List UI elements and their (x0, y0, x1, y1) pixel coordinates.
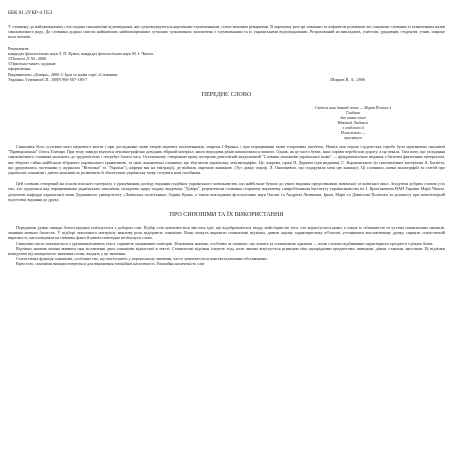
copyright-line: ©Оригінал-макет, художнє (8, 61, 56, 67)
epigraph-line: Полюжною — (340, 130, 366, 136)
copyright-line: оформлення. (8, 66, 31, 72)
section-paragraph: Відтінки значень можна виявити при зіставленні двох синонімів відчастної в тексті. Семантичні відтінки існують тоді, коли звична візуітується різницею між однорідними предметами, явищами, діями, станами, якостями. Ці відтінки невиділені від конкретного значення слова, входять у це значення. (8, 245, 445, 257)
copyright-line: ©Полюга Л. М., 2006 (8, 56, 47, 62)
bbk-code: ББК 81.2УКР-4 П53 (8, 10, 53, 16)
reviewer-line: кандидат філологічних наук З. П. Куньч, кандидат філологічних наук М. І. Чікало. (8, 50, 155, 56)
section-paragraph: Передаючи думки завжди безпосередньо пов'язується з добором слів. Підбір слів зумовлюється змістом, ідеї, що відображаються твору, майстерністю того, хто користується ними, а також їх обізнаністю та чуттям семантичних нюансів, знанням мовних багатств. У підборі лексичного матеріалу важливу роль відіграють синоніми. Вони можуть виразити семантичні відтінки, давати оцінну характеристику об'єктові, уточнювати висловлювану думку, сприяти стилістичній виразності, наголошувати на певному факті й навіть повсюдно незбагнути слово. (8, 225, 445, 241)
section-paragraph: Стилістична функція синонімів, особливо тих, що виступають у переносному значенні, часто зумовлюється контекстуальними обставинами. (16, 256, 268, 262)
copyright-line: Видавництво «Довіра», 2006 © Ідея та назва серії «Словники (8, 71, 118, 77)
isbn-line: України» ГуменюкЄ.П., ISBN 966-507-180-7 (8, 76, 88, 82)
preface-title: ПЕРЕДНЄ СЛОВО (201, 92, 252, 99)
epigraph-line: Світом наш дивний живе — Марія Полюга з (314, 105, 392, 111)
annotation-text: У словнику до найуживаніших слів подано синонімічні відповідники, які супроводжуються короткими тлумаченнями, стилістичними ремарками. В окремому реєстрі показано за алфавітом розміщені всі синоніми словника із зазначенням назви синонімічного ряду. До словника додано список найновіших найпоширеніших сучасних чужомовних запозичень з тлумаченнями та їх українськими відповідниками. Розрахований на викладачів, учителів, урядовців, студентів, учнів, широке коло читачів. (8, 24, 445, 40)
epigraph-line: з глибокою й (342, 125, 364, 131)
section-paragraph: Синоніми часто показуються з урізноманітнюють текст, сприяють уникненню повторів. Зближення значень, особливо за ознакою, що лежить за семантикою однакові — вони служать відбиванню характерного предмета з різних боків. (16, 240, 434, 246)
section-title: ПРО СИНОНІМИ ТА ЇХ ВИКОРИСТАННЯ (169, 212, 284, 219)
epigraph-line: Вдячний Людмилі (337, 120, 369, 126)
isbn-row (8, 77, 445, 82)
preface-paragraph: Цей словник створений на основі власного матеріалу з урахуванням досвіду видання подібних українського мовознавства, що найбільше бувало до уваги видання представників львівської та київської шкіл. Згадуючи добрим словом усіх тих, хто трудилися над опрацюванням українських синонімів, складаємо щиру подяку академіку "Довіра", рецензентам словника старшому науковому співробітникові Інституту українознавства ім. І. Крип'якевича НАН України Марії Чікало, доцентові кафедри української мови Державного університету «Львівська політехніка» Зорині Куньч, а також викладачам філологічних наук Оксані та Андрієві Литвинам, Ірині, Марії та Даниїлові Полюгам за допомогу при комп'ютерній підготовці видання до друку. (8, 181, 445, 202)
epigraph-line: присвячую (344, 135, 362, 141)
epigraph-line: Глибини (346, 110, 360, 116)
reviewers-label: Рецензенти: (8, 45, 30, 51)
epigraph-line: дне мами-пісні (340, 115, 366, 121)
printer-line: Ширяєв В. А., 2006 (330, 76, 365, 82)
epigraph (293, 105, 413, 140)
reviewers-block (8, 46, 445, 82)
preface-paragraph: Синонімія була суттєвим мого наукового життя і при дослідженні мови творів окремих письменників, зокрема І.Франка, і при опрацюванні мови історичних пам'яток. Навіть моя перша студентська спроба була присвячена синонімії "Приворожіння" Олеся Гончара. При тому завжди відчувся лексикографічно довідник збірний матеріал, якого впродовж років накопичилося чимало. Однак, як це часто буває, інші справи перебігали дорогу, а ця чекала. Тим паче, що укладання синонімічного словника належить до трудомістких і потребує багато часу. Остаточному створенню праці посприяв довголітній академічний "Словник синонімів української мови" — фундаментальне видання з багатим фактичним матеріалом, яке зберігає стійко найбільше зібраного українського граматикою, та інші синонімічні словники, що збагатили українську лексикографію. Це, зокрема, праці П. Деркачa (три видання), С. Караванського (із синонімічних матеріалів А. Багмета, що друкувались частинами у журналах "Вітчизна" та "Україна"), кафери вжt на еміграції), де вийшли окремою книжкою. (Тут діжку пороф. Л. Онишкевич, що подарувала мені цю книжку). Ці словники, низка монографій та статей про українські синоніми і дають можливість розмежити й збагатувати українську мову, сотувати нові посібника. (8, 144, 445, 176)
section-paragraph: Крім того, синоніми використовуються для вираження емоційної насиченості. Емоційна насиченість слів (16, 261, 205, 267)
